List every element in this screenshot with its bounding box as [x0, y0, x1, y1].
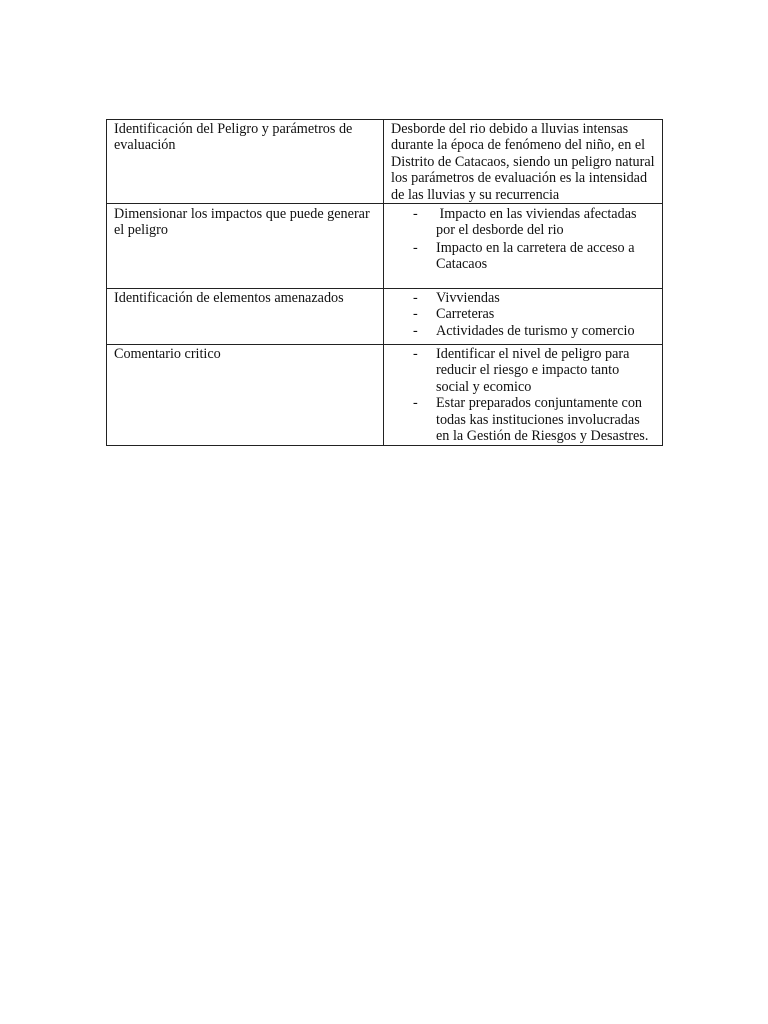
bullet-marker: -	[413, 395, 418, 412]
bullet-text: Impacto en las viviendas afectadas por el desborde del rio	[436, 206, 641, 239]
row-content-cell	[384, 204, 663, 289]
bullet-text: Identificar el nivel de peligro para reducir el riesgo e impacto tanto social y ecomico	[436, 346, 630, 395]
row-label: Comentario critico	[114, 346, 221, 363]
row-content-cell	[384, 345, 663, 446]
row-label: Identificación de elementos amenazados	[114, 290, 344, 307]
bullet-text: Actividades de turismo y comercio	[436, 322, 635, 339]
list-item	[391, 206, 655, 239]
bullet-marker: -	[413, 239, 418, 256]
list-item	[391, 323, 655, 339]
list-item	[391, 290, 655, 306]
list-item	[391, 346, 655, 395]
bullet-marker: -	[413, 306, 418, 323]
bullet-list	[391, 346, 655, 444]
bullet-text: Estar preparados conjuntamente con todas kas instituciones involucradas en la Gestión de Riesgos y Desastres.	[436, 395, 649, 445]
row-content-cell	[384, 289, 663, 345]
evaluation-table	[106, 119, 663, 446]
row-description: Desborde del rio debido a lluvias intensas durante la época de fenómeno del niño, en el Distrito de Catacaos, siendo un peligro natural los parámetros de evaluación es la intensidad de las lluvias y su recurrencia	[391, 121, 655, 203]
row-label-cell	[107, 289, 384, 345]
table-row	[107, 204, 663, 289]
bullet-list	[391, 290, 655, 339]
table-row	[107, 345, 663, 446]
row-label-cell	[107, 120, 384, 204]
row-content-cell	[384, 120, 663, 204]
bullet-marker: -	[413, 290, 418, 307]
bullet-list	[391, 206, 655, 273]
list-item	[391, 240, 655, 273]
list-item	[391, 306, 655, 322]
bullet-text: Vivviendas	[436, 290, 500, 307]
bullet-marker: -	[413, 322, 418, 339]
bullet-marker: -	[413, 206, 418, 223]
row-label: Dimensionar los impactos que puede generar el peligro	[114, 206, 370, 239]
bullet-marker: -	[413, 346, 418, 363]
list-item	[391, 395, 655, 444]
row-label: Identificación del Peligro y parámetros de evaluación	[114, 121, 353, 154]
bullet-text: Impacto en la carretera de acceso a Catacaos	[436, 239, 635, 273]
table-row	[107, 120, 663, 204]
bullet-text: Carreteras	[436, 306, 495, 323]
row-label-cell	[107, 204, 384, 289]
table-row	[107, 289, 663, 345]
row-label-cell	[107, 345, 384, 446]
